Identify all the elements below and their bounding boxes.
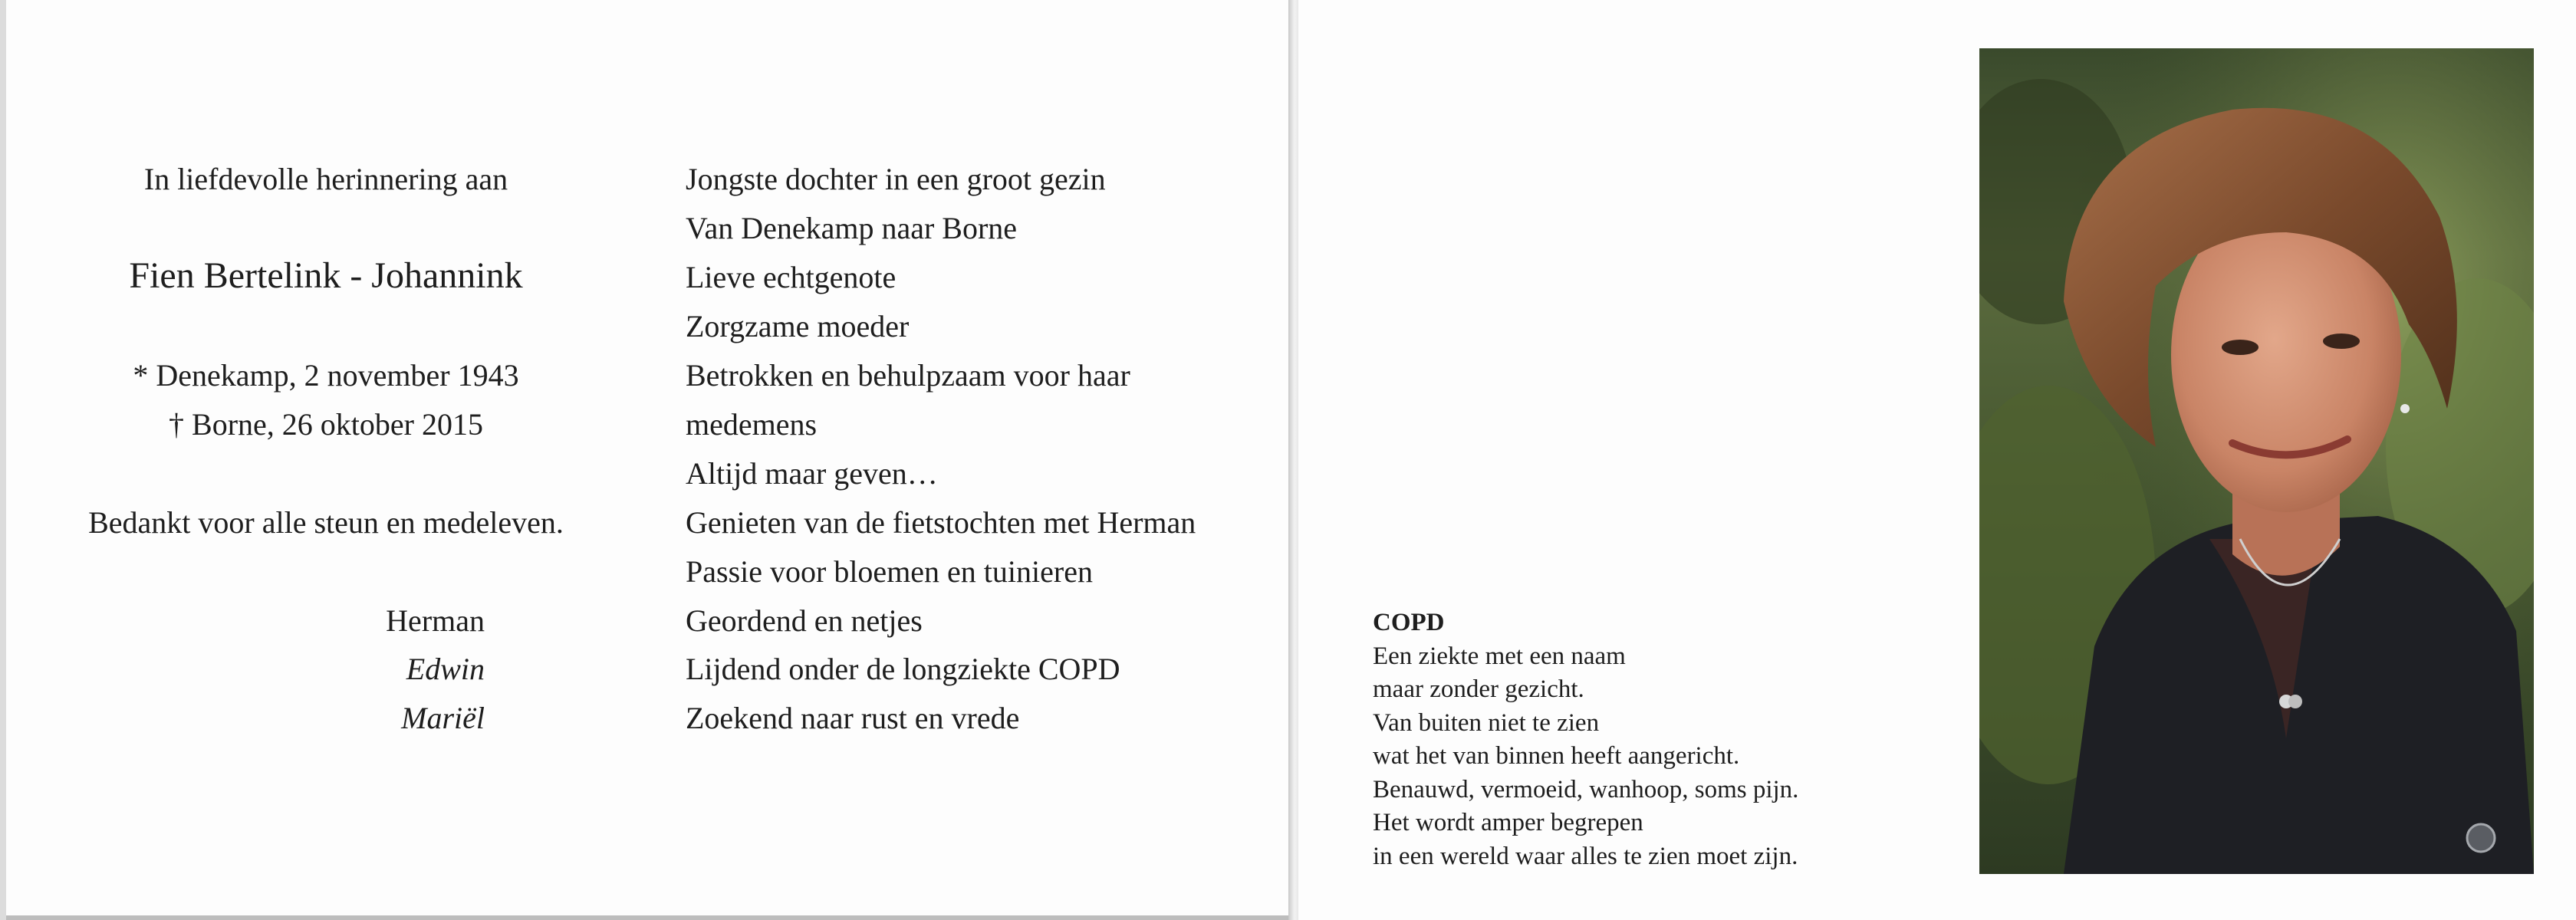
life-line: Geordend en netjes <box>686 603 923 638</box>
life-line: medemens <box>686 407 818 442</box>
life-line: Betrokken en behulpzaam voor haar <box>686 358 1130 393</box>
poem-line: wat het van binnen heeft aangericht. <box>1373 742 1740 770</box>
portrait-illustration <box>1979 48 2534 874</box>
deceased-name: Fien Bertelink - Johannink <box>129 255 523 296</box>
life-line: Van Denekamp naar Borne <box>686 211 1018 245</box>
card-fold <box>1288 0 1298 920</box>
family-member-edwin: Edwin <box>406 652 485 686</box>
poem-line: Van buiten niet te zien <box>1373 708 1600 737</box>
life-line: Passie voor bloemen en tuinieren <box>686 554 1093 589</box>
life-line: Jongste dochter in een groot gezin <box>686 162 1106 196</box>
family-member-herman: Herman <box>386 603 485 638</box>
life-line: Genieten van de fietstochten met Herman <box>686 505 1196 540</box>
life-line: Zorgzame moeder <box>686 309 910 343</box>
life-line: Zoekend naar rust en vrede <box>686 701 1020 735</box>
poem-line: Een ziekte met een naam <box>1373 642 1626 670</box>
portrait-photo <box>1979 48 2534 874</box>
birth-line: * Denekamp, 2 november 1943 <box>133 358 519 393</box>
death-line: † Borne, 26 oktober 2015 <box>169 407 483 442</box>
life-line: Altijd maar geven… <box>686 456 938 491</box>
poem-line: maar zonder gezicht. <box>1373 675 1584 703</box>
family-member-mariel: Mariël <box>401 701 485 735</box>
copd-poem <box>1373 606 1798 873</box>
poem-line: Het wordt amper begrepen <box>1373 809 1643 836</box>
intro-text: In liefdevolle herinnering aan <box>143 162 508 196</box>
poem-line: Benauwd, vermoeid, wanhoop, soms pijn. <box>1373 775 1799 803</box>
life-line: Lieve echtgenote <box>686 260 897 294</box>
thanks-text: Bedankt voor alle steun en medeleven. <box>88 505 564 540</box>
life-line: Lijdend onder de longziekte COPD <box>686 652 1120 686</box>
poem-line: in een wereld waar alles te zien moet zijn. <box>1373 842 1798 870</box>
inner-left-panel <box>6 0 1288 920</box>
poem-title: COPD <box>1373 609 1445 636</box>
